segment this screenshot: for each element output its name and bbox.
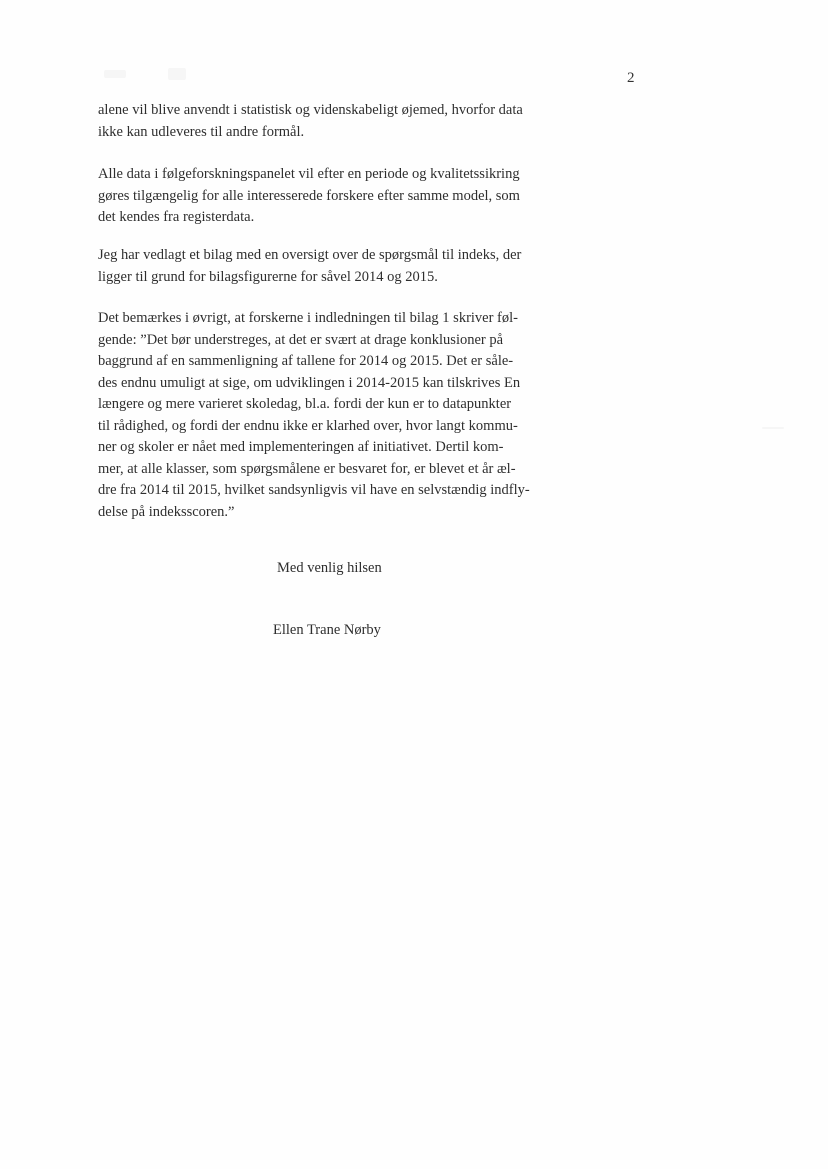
paragraph-2 <box>98 164 570 229</box>
paragraph-line: baggrund af en sammenligning af tallene for 2014 og 2015. Det er såle- <box>98 353 514 369</box>
paragraph-line: des endnu umuligt at sige, om udviklingen i 2014-2015 kan tilskrives En <box>98 374 521 391</box>
page-number: 2 <box>627 70 635 86</box>
paragraph-line: alene vil blive anvendt i statistisk og videnskabeligt øjemed, hvorfor data <box>98 102 523 118</box>
paragraph-line: ikke kan udleveres til andre formål. <box>98 123 305 140</box>
paragraph-line: delse på indeksscoren.” <box>98 503 235 520</box>
paragraph-line: ligger til grund for bilagsfigurerne for såvel 2014 og 2015. <box>98 268 438 285</box>
paragraph-line: gøres tilgængelig for alle interesserede forskere efter samme model, som <box>98 187 520 204</box>
paragraph-line: dre fra 2014 til 2015, hvilket sandsynligvis vil have en selvstændig indfly- <box>98 482 530 498</box>
closing-salutation: Med venlig hilsen <box>277 560 382 576</box>
paragraph-3 <box>98 245 570 288</box>
paragraph-line: til rådighed, og fordi der endnu ikke er klarhed over, hvor langt kommu- <box>98 417 518 434</box>
paragraph-line: mer, at alle klasser, som spørgsmålene er besvaret for, er blevet et år æl- <box>98 460 516 477</box>
scan-artifact <box>104 70 126 78</box>
paragraph-line: Alle data i følgeforskningspanelet vil efter en periode og kvalitetssikring <box>98 166 520 182</box>
paragraph-4-quote <box>98 308 570 523</box>
paragraph-line: gende: ”Det bør understreges, at det er svært at drage konklusioner på <box>98 331 504 348</box>
scan-artifact <box>168 68 186 80</box>
paragraph-line: længere og mere varieret skoledag, bl.a. fordi der kun er to datapunkter <box>98 396 512 412</box>
scan-artifact <box>762 427 784 429</box>
paragraph-line: Jeg har vedlagt et bilag med en oversigt over de spørgsmål til indeks, der <box>98 247 522 263</box>
paragraph-1 <box>98 100 570 143</box>
paragraph-line: ner og skoler er nået med implementeringen af initiativet. Dertil kom- <box>98 439 504 455</box>
signature-name: Ellen Trane Nørby <box>273 622 381 638</box>
paragraph-line: Det bemærkes i øvrigt, at forskerne i indledningen til bilag 1 skriver føl- <box>98 310 518 326</box>
paragraph-line: det kendes fra registerdata. <box>98 209 255 225</box>
